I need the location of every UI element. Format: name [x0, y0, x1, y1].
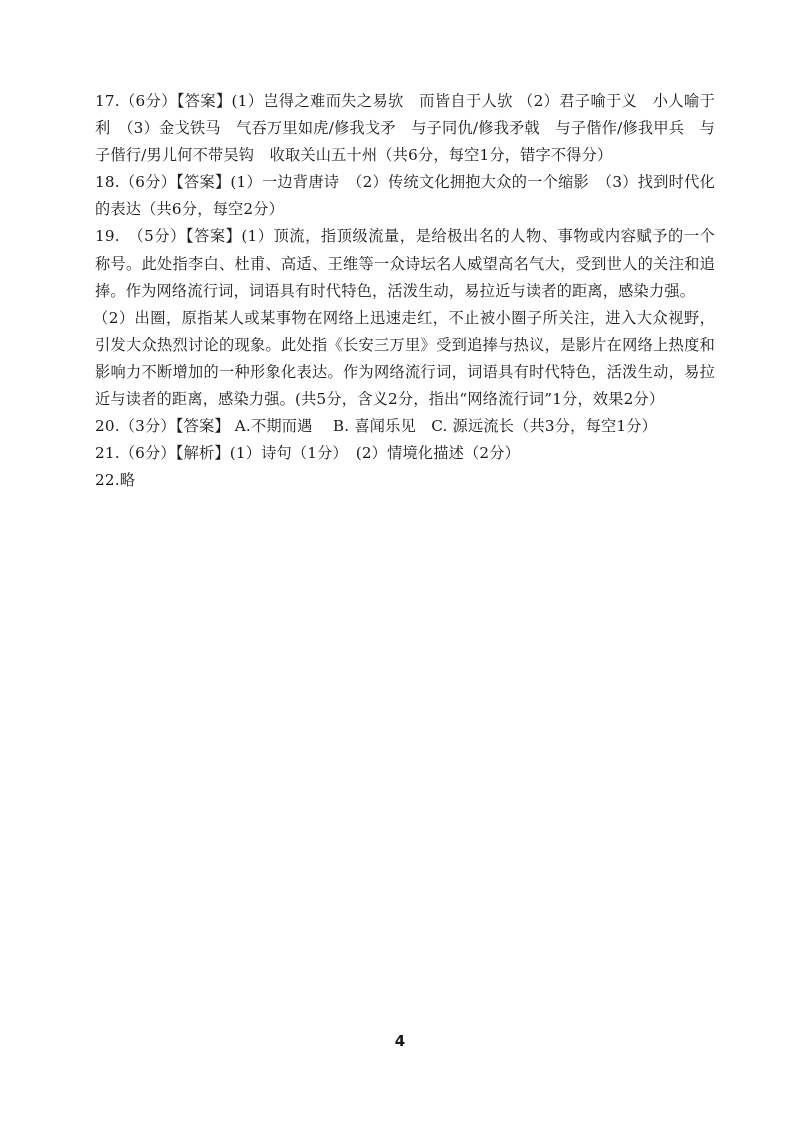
answer-q22: 22.略 — [95, 471, 136, 490]
answer-key-content — [95, 88, 715, 494]
answer-q18: 18.（6分）【答案】(1）一边背唐诗 （2）传统文化拥抱大众的一个缩影 （3）找到时代化的表达（共6分，每空2分） — [95, 173, 715, 219]
answer-q21: 21.（6分）【解析】(1）诗句（1分） (2）情境化描述（2分） — [95, 444, 521, 463]
answer-q19-part2: （2）出圈，原指某人或某事物在网络上迅速走红，不止被小圈子所关注，进入大众视野，引发大众热烈讨论的现象。此处指《长安三万里》受到追捧与热议，是影片在网络上热度和影响力不断增加的一种形象化表达。作为网络流行词，词语具有时代特色，活泼生动，易拉近与读者的距离，感染力强。(共5分，含义2分，指出“网络流行词”1分，效果2分） — [93, 308, 715, 409]
answer-q20: 20.（3分）【答案】 A.不期而遇 B. 喜闻乐见 C. 源远流长（共3分，每空1分） — [95, 417, 657, 436]
page-number: 4 — [394, 1032, 406, 1050]
answer-q17: 17.（6分）【答案】(1）岂得之难而失之易欤 而皆自于人欤 （2）君子喻于义 小人喻于利 （3）金戈铁马 气吞万里如虎/修我戈矛 与子同仇/修我矛戟 与子偕作/修我甲兵 与子偕行/男儿何不带吴钩 收取关山五十州（共6分，每空1分，错字不得分） — [95, 92, 715, 165]
answer-q19-part1: 19. （5分）【答案】(1）顶流，指顶级流量，是给极出名的人物、事物或内容赋予的一个称号。此处指李白、杜甫、高适、王维等一众诗坛名人威望高名气大，受到世人的关注和追捧。作为网络流行词，词语具有时代特色，活泼生动，易拉近与读者的距离，感染力强。 — [95, 227, 715, 300]
